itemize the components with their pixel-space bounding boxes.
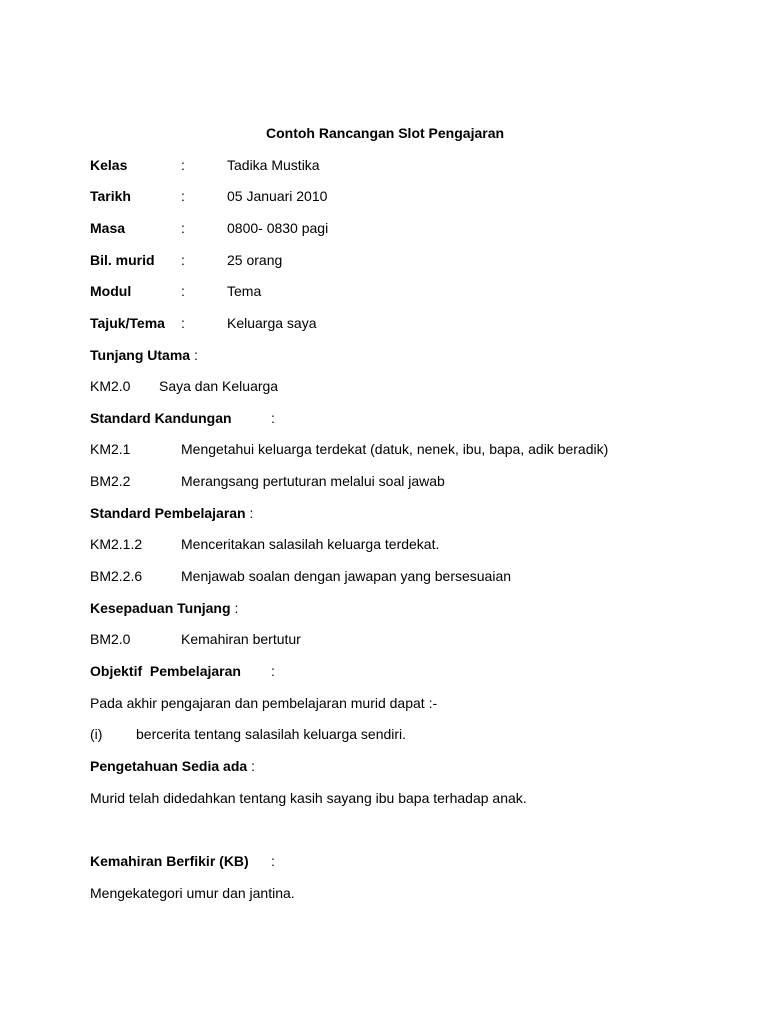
section-sep: : xyxy=(271,663,275,679)
info-sep: : xyxy=(181,283,185,299)
section-sep: : xyxy=(234,600,239,616)
info-sep: : xyxy=(181,220,185,236)
info-sep: : xyxy=(181,188,185,204)
section-sep: : xyxy=(271,410,275,426)
section-heading: Kesepaduan Tunjang xyxy=(90,600,231,616)
objektif-heading: Objektif Pembelajaran xyxy=(90,663,241,679)
info-label-tarikh: Tarikh xyxy=(90,188,131,204)
info-sep: : xyxy=(181,315,185,331)
item-text: Kemahiran bertutur xyxy=(181,631,301,647)
info-value-bil-murid: 25 orang xyxy=(227,252,283,268)
info-sep: : xyxy=(181,157,185,173)
section-sep: : xyxy=(251,758,255,774)
info-label-bil-murid: Bil. murid xyxy=(90,252,155,268)
pengetahuan-heading-row xyxy=(90,758,255,775)
info-value-tarikh: 05 Januari 2010 xyxy=(227,188,328,204)
standard-pembelajaran-heading-row xyxy=(90,505,253,522)
item-text: bercerita tentang salasilah keluarga sendiri. xyxy=(136,726,407,742)
document-title: Contoh Rancangan Slot Pengajaran xyxy=(266,125,505,141)
item-text: Mengetahui keluarga terdekat (datuk, nenek, ibu, bapa, adik beradik) xyxy=(181,441,609,457)
section-sep: : xyxy=(193,347,198,363)
info-label-kelas: Kelas xyxy=(90,157,128,173)
item-text: Menceritakan salasilah keluarga terdekat. xyxy=(181,536,440,552)
section-heading: Tunjang Utama xyxy=(90,347,191,363)
item-text: Saya dan Keluarga xyxy=(159,378,279,394)
standard-kandungan-heading: Standard Kandungan xyxy=(90,410,232,426)
section-heading: Pengetahuan Sedia ada xyxy=(90,758,248,774)
info-value-kelas: Tadika Mustika xyxy=(227,157,320,173)
info-value-tajuk-tema: Keluarga saya xyxy=(227,315,317,331)
item-code: KM2.1 xyxy=(90,441,131,457)
item-code: KM2.0 xyxy=(90,378,131,394)
info-value-modul: Tema xyxy=(227,283,262,299)
item-code: BM2.2.6 xyxy=(90,568,143,584)
item-code: BM2.2 xyxy=(90,473,131,489)
item-number: (i) xyxy=(90,726,103,742)
item-code: KM2.1.2 xyxy=(90,536,143,552)
info-value-masa: 0800- 0830 pagi xyxy=(227,220,329,236)
kesepaduan-tunjang-heading-row xyxy=(90,600,238,617)
item-text: Merangsang pertuturan melalui soal jawab xyxy=(181,473,445,489)
info-label-masa: Masa xyxy=(90,220,126,236)
tunjang-utama-heading-row xyxy=(90,347,198,364)
section-heading: Standard Pembelajaran xyxy=(90,505,246,521)
section-sep: : xyxy=(249,505,254,521)
kemahiran-berfikir-heading: Kemahiran Berfikir (KB) xyxy=(90,853,249,869)
item-text: Menjawab soalan dengan jawapan yang bersesuaian xyxy=(181,568,512,584)
item-code: BM2.0 xyxy=(90,631,131,647)
kemahiran-berfikir-text: Mengekategori umur dan jantina. xyxy=(90,885,295,901)
info-label-modul: Modul xyxy=(90,283,132,299)
objektif-intro: Pada akhir pengajaran dan pembelajaran murid dapat :- xyxy=(90,695,438,711)
pengetahuan-text: Murid telah didedahkan tentang kasih sayang ibu bapa terhadap anak. xyxy=(90,790,527,806)
info-label-tajuk-tema: Tajuk/Tema xyxy=(90,315,165,331)
section-sep: : xyxy=(271,853,275,869)
info-sep: : xyxy=(181,252,185,268)
